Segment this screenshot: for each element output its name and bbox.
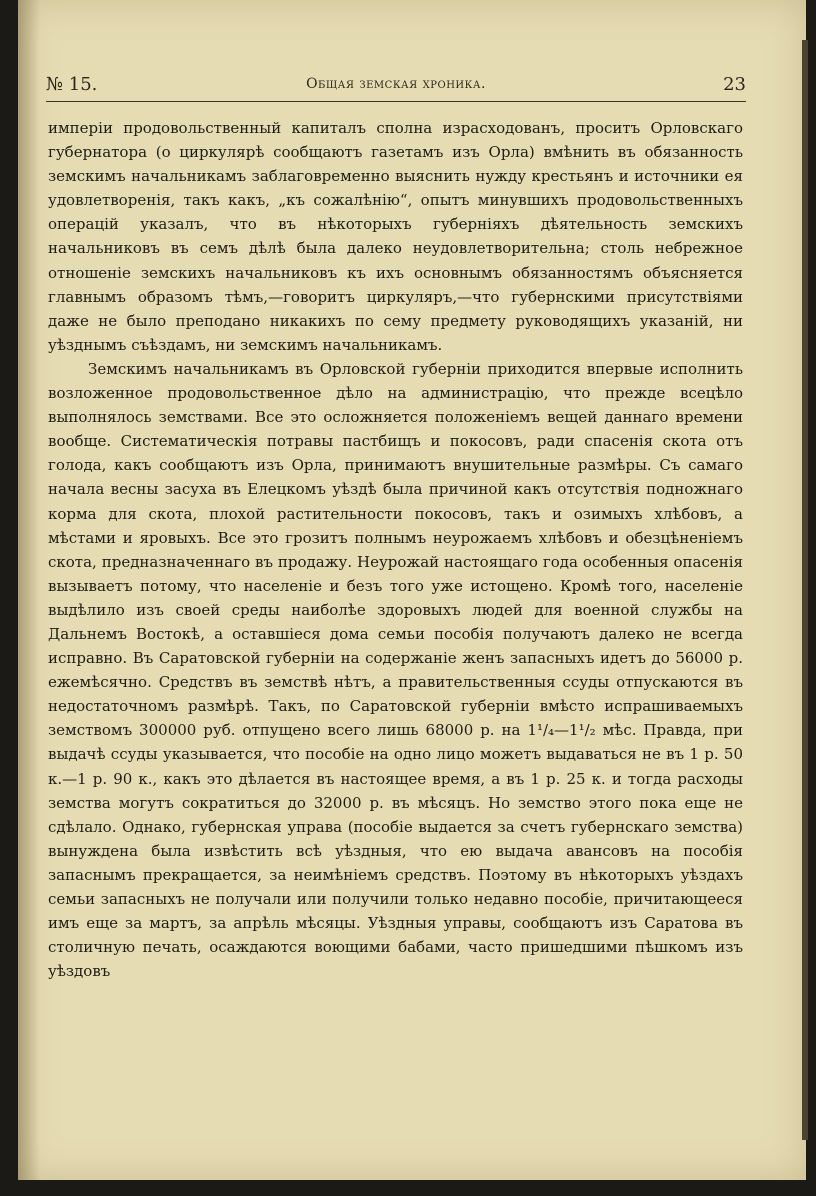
- page-number: 23: [723, 74, 746, 95]
- paragraph-1: имперіи продовольственный капиталъ сполна израсходованъ, проситъ Орловскаго губернатора (о циркулярѣ сообщаютъ газетамъ изъ Орла) вмѣнить въ обязанность земскимъ начальникамъ заблаговременно выяснить нужду крестьянъ и источники ея удовлетворенія, такъ какъ, „къ сожалѣнію“, опытъ минувшихъ продовольственныхъ операцій указалъ, что въ нѣкоторыхъ губерніяхъ дѣятельность земскихъ начальниковъ въ семъ дѣлѣ была далеко неудовлетворительна; столь небрежное отношеніе земскихъ начальниковъ къ ихъ основнымъ обязанностямъ объясняется главнымъ образомъ тѣмъ,—говоритъ циркуляръ,—что губернскими присутствіями даже не было преподано никакихъ по сему предмету руководящихъ указаній, ни уѣзднымъ съѣздамъ, ни земскимъ начальникамъ.: [48, 119, 743, 354]
- page-header: [46, 74, 746, 102]
- body-text: [48, 116, 743, 983]
- header-rule: [46, 101, 746, 102]
- paragraph-2: Земскимъ начальникамъ въ Орловской губерніи приходится впервые исполнить возложенное продовольственное дѣло на администрацію, что прежде всецѣло выполнялось земствами. Все это осложняется положеніемъ вещей даннаго времени вообще. Систематическія потравы пастбищъ и покосовъ, ради спасенія скота отъ голода, какъ сообщаютъ изъ Орла, принимаютъ внушительные размѣры. Съ самаго начала весны засуха въ Елецкомъ уѣздѣ была причиной какъ отсутствія подножнаго корма для скота, плохой растительности покосовъ, такъ и озимыхъ хлѣбовъ, а мѣстами и яровыхъ. Все это грозитъ полнымъ неурожаемъ хлѣбовъ и обезцѣненіемъ скота, предназначеннаго въ продажу. Неурожай настоящаго года особенныя опасенія вызываетъ потому, что населеніе и безъ того уже истощено. Кромѣ того, населеніе выдѣлило изъ своей среды наиболѣе здоровыхъ людей для военной службы на Дальнемъ Востокѣ, а оставшіеся дома семьи пособія получаютъ далеко не всегда исправно. Въ Саратовской губерніи на содержаніе женъ запасныхъ идетъ до 56000 р. ежемѣсячно. Средствъ въ земствѣ нѣтъ, а правительственныя ссуды отпускаются въ недостаточномъ размѣрѣ. Такъ, по Саратовской губерніи вмѣсто испрашиваемыхъ земствомъ 300000 руб. отпущено всего лишь 68000 р. на 1¹/₄—1¹/₂ мѣс. Правда, при выдачѣ ссуды указывается, что пособіе на одно лицо можетъ выдаваться не въ 1 р. 50 к.—1 р. 90 к., какъ это дѣлается въ настоящее время, а въ 1 р. 25 к. и тогда расходы земства могутъ сократиться до 32000 р. въ мѣсяцъ. Но земство этого пока еще не сдѣлало. Однако, губернская управа (пособіе выдается за счетъ губернскаго земства) вынуждена была извѣстить всѣ уѣздныя, что ею выдача авансовъ на пособія запаснымъ прекращается, за неимѣніемъ средствъ. Поэтому въ нѣкоторыхъ уѣздахъ семьи запасныхъ не получали или получили только недавно пособіе, причитающееся имъ еще за мартъ, за апрѣль мѣсяцы. Уѣздныя управы, сообщаютъ изъ Саратова въ столичную печать, осаждаются воющими бабами, часто пришедшими пѣшкомъ изъ уѣздовъ: [48, 359, 743, 981]
- running-title: Общая земская хроника.: [306, 76, 486, 92]
- binding-shadow: [18, 0, 40, 1180]
- page-edge: [802, 40, 808, 1140]
- issue-number: № 15.: [46, 74, 98, 95]
